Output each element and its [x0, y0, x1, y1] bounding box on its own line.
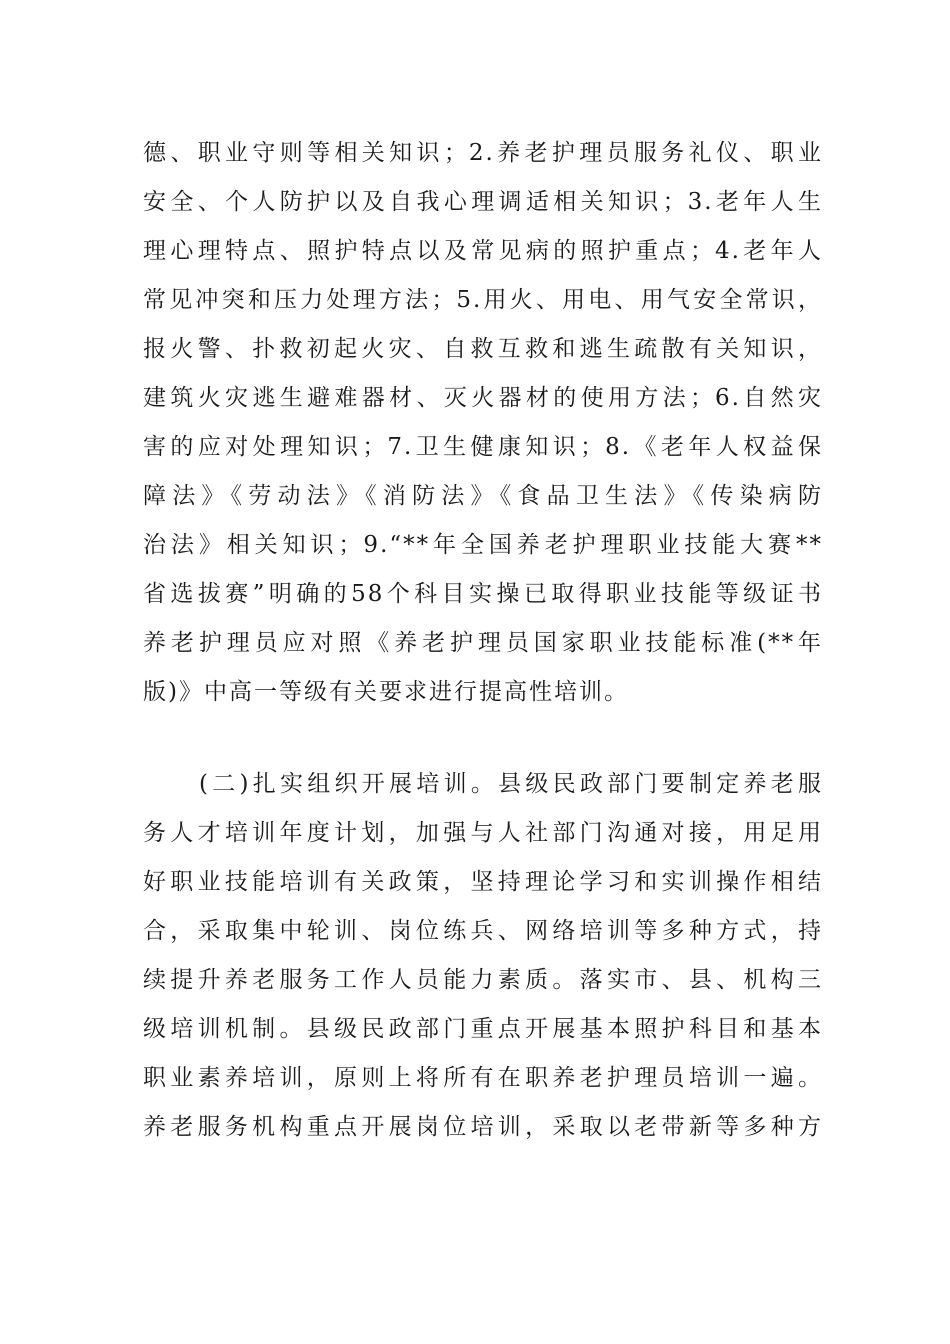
paragraph-line: 德、职业守则等相关知识；2.养老护理员服务礼仪、职业: [143, 140, 823, 166]
paragraph-line: 省选拔赛”明确的58个科目实操已取得职业技能等级证书: [143, 581, 823, 607]
paragraph-organize-training: [143, 760, 823, 1152]
paragraph-line: 合，采取集中轮训、岗位练兵、网络培训等多种方式，持: [143, 918, 823, 944]
paragraph-line: 害的应对处理知识；7.卫生健康知识；8.《老年人权益保: [143, 434, 823, 460]
paragraph-line: 建筑火灾逃生避难器材、灭火器材的使用方法；6.自然灾: [143, 385, 823, 411]
paragraph-line: (二)扎实组织开展培训。县级民政部门要制定养老服: [199, 771, 823, 797]
paragraph-line: 养老服务机构重点开展岗位培训，采取以老带新等多种方: [143, 1114, 823, 1140]
paragraph-line: 版)》中高一等级有关要求进行提高性培训。: [143, 679, 629, 705]
paragraph-line: 常见冲突和压力处理方法；5.用火、用电、用气安全常识，: [143, 287, 823, 313]
paragraph-line: 续提升养老服务工作人员能力素质。落实市、县、机构三: [143, 967, 823, 993]
paragraph-line: 安全、个人防护以及自我心理调适相关知识；3.老年人生: [143, 189, 823, 215]
paragraph-line: 级培训机制。县级民政部门重点开展基本照护科目和基本: [143, 1016, 823, 1042]
paragraph-training-content: [143, 129, 823, 717]
paragraph-line: 职业素养培训，原则上将所有在职养老护理员培训一遍。: [143, 1065, 823, 1091]
paragraph-line: 报火警、扑救初起火灾、自救互救和逃生疏散有关知识，: [143, 336, 823, 362]
paragraph-line: 障法》《劳动法》《消防法》《食品卫生法》《传染病防: [143, 483, 823, 509]
paragraph-line: 治法》相关知识；9.“**年全国养老护理职业技能大赛**: [143, 532, 823, 558]
paragraph-line: 养老护理员应对照《养老护理员国家职业技能标准(**年: [143, 630, 823, 656]
paragraph-line: 好职业技能培训有关政策，坚持理论学习和实训操作相结: [143, 869, 823, 895]
paragraph-line: 务人才培训年度计划，加强与人社部门沟通对接，用足用: [143, 820, 823, 846]
paragraph-line: 理心理特点、照护特点以及常见病的照护重点；4.老年人: [143, 238, 823, 264]
